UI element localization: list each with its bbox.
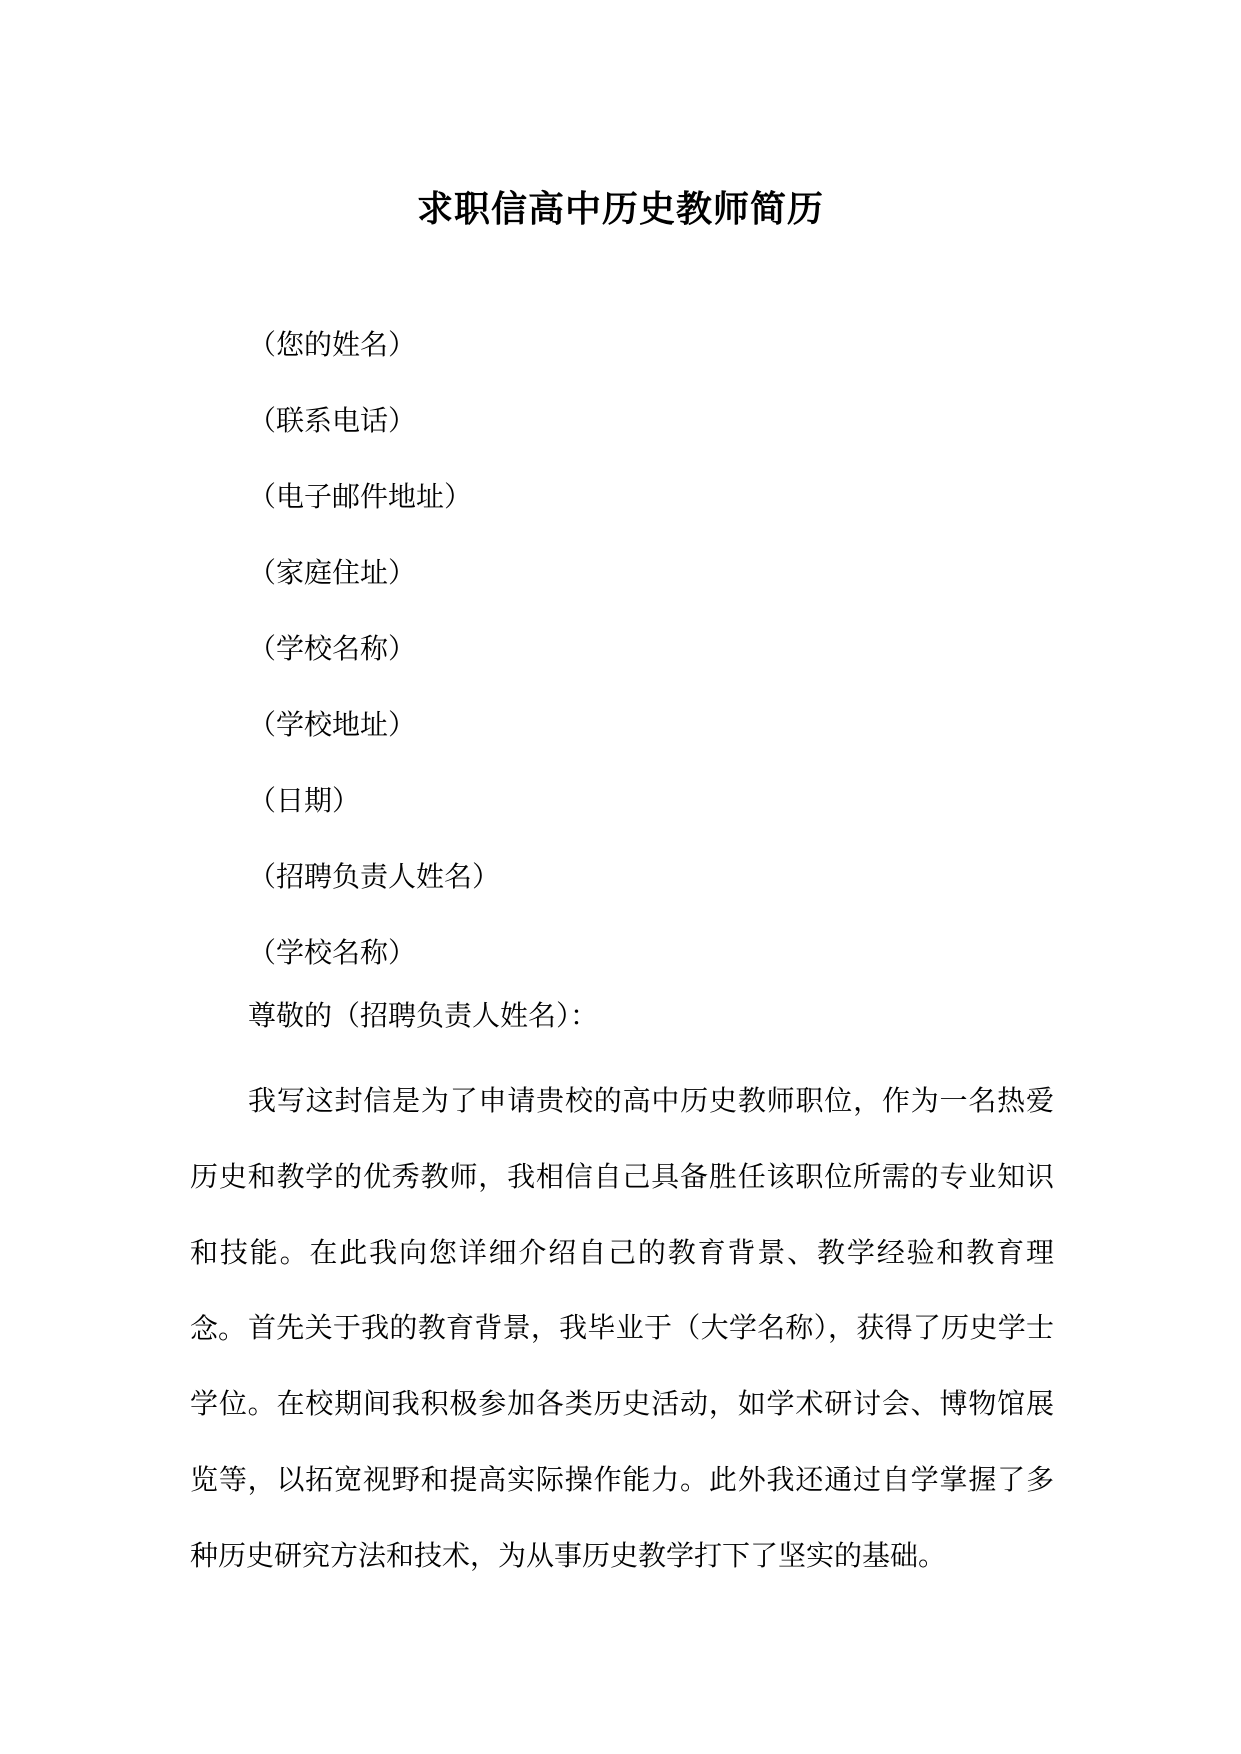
- document-title: 求职信高中历史教师简历: [416, 188, 824, 230]
- body-paragraph-2: 首先关于我的教育背景，我毕业于（大学名称），获得了历史学士学位。在校期间我积极参加各类历史活动，如学术研讨会、博物馆展览等，以拓宽视野和提高实际操作能力。此外我还通过自学掌握了多种历史研究方法和技术，为从事历史教学打下了坚实的基础。: [190, 1311, 1054, 1572]
- recipient-school-line: （学校名称）: [248, 936, 417, 969]
- salutation: 尊敬的（招聘负责人姓名）：: [248, 999, 599, 1032]
- sender-recipient-block: [248, 307, 1048, 991]
- school-name-line: （学校名称）: [248, 632, 417, 665]
- sender-address-line: （家庭住址）: [248, 556, 417, 589]
- school-address-line: （学校地址）: [248, 708, 417, 741]
- date-line: （日期）: [248, 784, 361, 817]
- sender-name-line: （您的姓名）: [248, 328, 417, 361]
- sender-email-line: （电子邮件地址）: [248, 480, 473, 513]
- body-paragraph-1: 我写这封信是为了申请贵校的高中历史教师职位，作为一名热爱历史和教学的优秀教师，我相信自己具备胜任该职位所需的专业知识和技能。在此我向您详细介绍自己的教育背景、教学经验和教育理念。: [190, 1084, 1054, 1345]
- sender-phone-line: （联系电话）: [248, 404, 417, 437]
- recruiter-name-line: （招聘负责人姓名）: [248, 860, 501, 893]
